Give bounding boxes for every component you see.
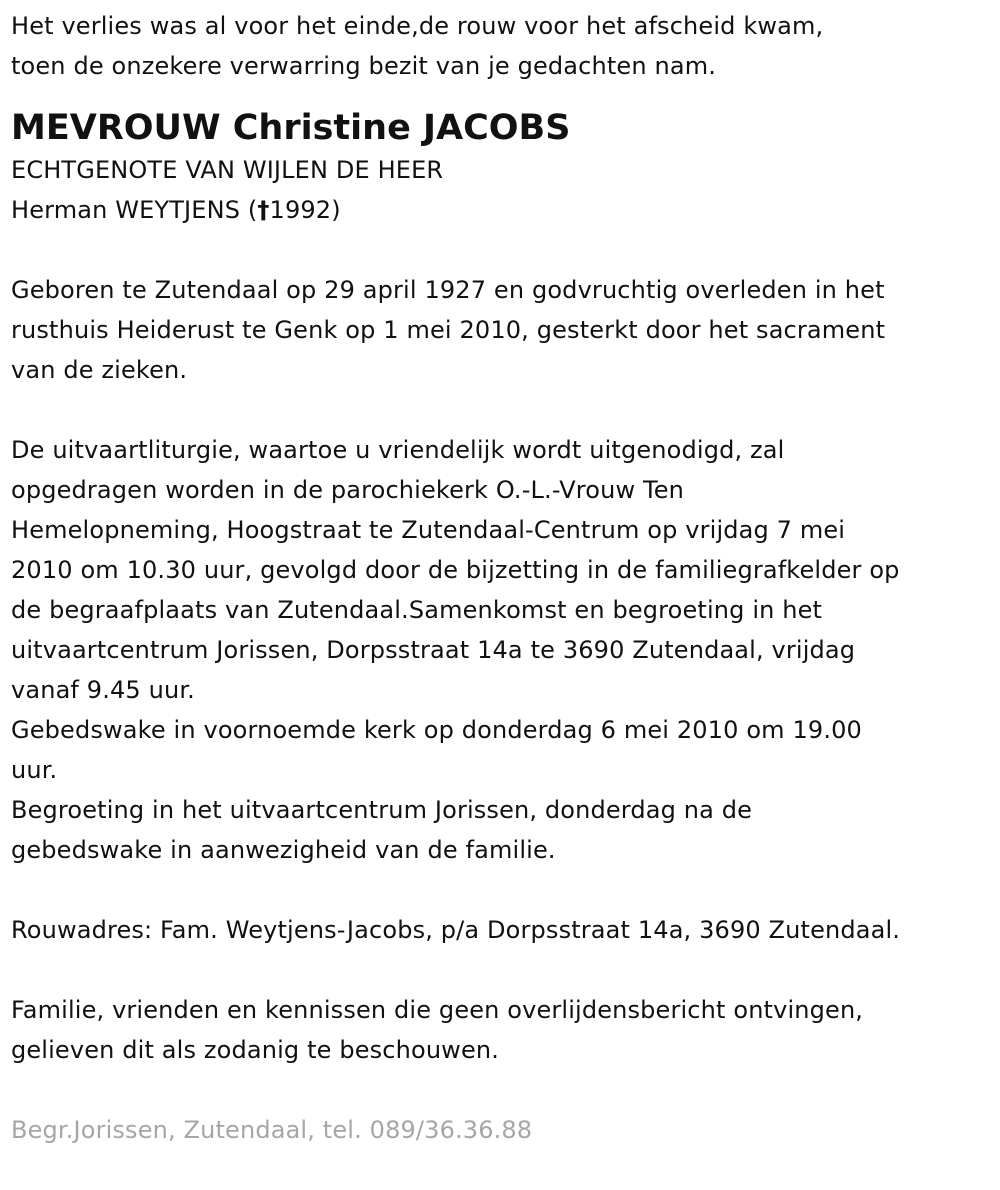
spouse-name: Herman WEYTJENS ( — [11, 196, 258, 224]
paragraph-line: 2010 om 10.30 uur, gevolgd door de bijzetting in de familiegrafkelder op — [11, 556, 900, 584]
paragraph-line: gebedswake in aanwezigheid van de familie. — [11, 836, 556, 864]
paragraph-line: rusthuis Heiderust te Genk op 1 mei 2010, gesterkt door het sacrament — [11, 316, 886, 344]
obituary-notice — [11, 6, 991, 1150]
paragraph-line: Familie, vrienden en kennissen die geen overlijdensbericht ontvingen, — [11, 996, 864, 1024]
spouse-line — [11, 190, 991, 230]
relation-line: ECHTGENOTE VAN WIJLEN DE HEER — [11, 156, 444, 184]
paragraph-line: opgedragen worden in de parochiekerk O.-L.-Vrouw Ten — [11, 476, 685, 504]
deceased-name: MEVROUW Christine JACOBS — [11, 108, 571, 148]
verse-line: Het verlies was al voor het einde,de rouw voor het afscheid kwam, — [11, 12, 824, 40]
undertaker-footer: Begr.Jorissen, Zutendaal, tel. 089/36.36.88 — [11, 1116, 533, 1144]
verse — [11, 6, 991, 86]
notice-paragraph — [11, 990, 991, 1070]
paragraph-line: uitvaartcentrum Jorissen, Dorpsstraat 14a te 3690 Zutendaal, vrijdag — [11, 636, 856, 664]
paragraph-line: Begroeting in het uitvaartcentrum Jorissen, donderdag na de — [11, 796, 753, 824]
spouse-death-year: 1992) — [269, 196, 341, 224]
paragraph-line: de begraafplaats van Zutendaal.Samenkomst en begroeting in het — [11, 596, 823, 624]
paragraph-line: van de zieken. — [11, 356, 188, 384]
paragraph-line: vanaf 9.45 uur. — [11, 676, 195, 704]
mourning-address: Rouwadres: Fam. Weytjens-Jacobs, p/a Dorpsstraat 14a, 3690 Zutendaal. — [11, 916, 901, 944]
funeral-paragraph — [11, 430, 991, 870]
paragraph-line: Geboren te Zutendaal op 29 april 1927 en godvruchtig overleden in het — [11, 276, 885, 304]
paragraph-line: Gebedswake in voornoemde kerk op donderdag 6 mei 2010 om 19.00 — [11, 716, 862, 744]
birth-death-paragraph — [11, 270, 991, 390]
verse-line: toen de onzekere verwarring bezit van je gedachten nam. — [11, 52, 717, 80]
paragraph-line: De uitvaartliturgie, waartoe u vriendelijk wordt uitgenodigd, zal — [11, 436, 785, 464]
paragraph-line: Hemelopneming, Hoogstraat te Zutendaal-Centrum op vrijdag 7 mei — [11, 516, 846, 544]
cross-icon: † — [257, 196, 270, 224]
paragraph-line: uur. — [11, 756, 58, 784]
paragraph-line: gelieven dit als zodanig te beschouwen. — [11, 1036, 500, 1064]
